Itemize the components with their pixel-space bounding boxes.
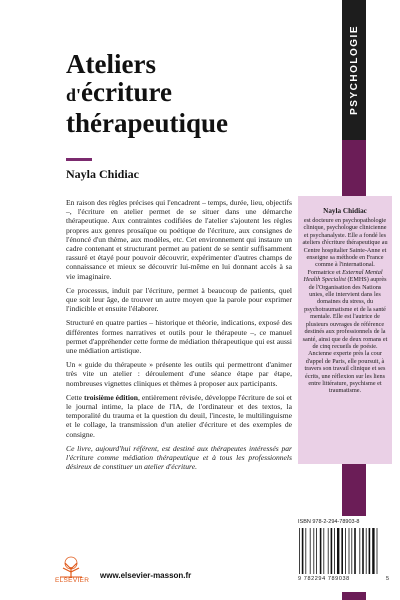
barcode-bar xyxy=(302,528,304,574)
paragraph-5 xyxy=(66,393,292,439)
barcode-bar xyxy=(345,528,346,574)
title-divider xyxy=(66,158,92,161)
author-name: Nayla Chidiac xyxy=(66,167,140,181)
barcode-bar xyxy=(320,528,322,574)
category-label-box xyxy=(342,0,366,140)
bio-text-start: est docteure en psychopathologie clinique, psychologue clinicienne et psychanalyste. Elle a fondé les ateliers d'écriture thérapeutique au Centre hospitalier Sainte-Anne et enseigne sa méthode en France comme à l'international. Formatrice et xyxy=(302,217,388,276)
paragraph-5-edition: troisième édition xyxy=(83,392,139,402)
back-cover-text xyxy=(66,198,292,476)
elsevier-tree-logo xyxy=(56,555,86,579)
barcode-bar xyxy=(323,528,324,574)
barcode-bar xyxy=(369,528,371,574)
bio-author-name: Nayla Chidiac xyxy=(323,207,367,215)
bio-text-italic: External Mental Health Specialist xyxy=(303,268,383,284)
publisher-name: ELSEVIER xyxy=(55,577,90,584)
barcode-bar xyxy=(313,528,314,574)
paragraph-5-end: , entièrement révisée, développe l'écriture de soi et le journal intime, la place de l'IA, de l'ordinateur et des textos, la temporalité du trauma et la question du deuil, l'inceste, le multilinguisme et le collage, la transmission d'un atelier d'écriture et des exemples de consigne. xyxy=(66,392,292,439)
publisher-url[interactable]: www.elsevier-masson.fr xyxy=(100,571,192,580)
title-line-2-main: écriture xyxy=(81,77,172,107)
barcode-digits: 9 782294 789038 xyxy=(298,576,350,582)
isbn-number: ISBN 978-2-294-78903-8 xyxy=(298,519,360,525)
category-label: PSYCHOLOGIE xyxy=(348,25,360,115)
barcode-bar xyxy=(299,528,300,574)
paragraph-1: En raison des règles précises qui l'encadrent – temps, durée, lieu, objectifs –, l'écriture en atelier permet de se situer dans une démarche thérapeutique. Aux contraintes codifiées de l'atelier s'ajoutent les règles propres aux genres prosaïque ou poétique de l'écriture, aux consignes de l'énoncé d'un thème, aux modèles, etc. Cet environnement qui instaure un cadre contenant et structurant permet au patient de se sentir suffisamment rassuré et étayé pour pouvoir découvrir, expérimenter d'autres champs de connaissance et mieux se découvrir lui-même en lui donnant accès à sa vie imaginaire. xyxy=(66,198,292,281)
title-line-3: thérapeutique xyxy=(66,108,228,138)
barcode-bar xyxy=(316,528,317,574)
paragraph-2: Ce processus, induit par l'écriture, permet à beaucoup de patients, quel que soit leur âge, de trouver un autre moyen que la parole pour exprimer l'indicible et ensuite l'élaborer. xyxy=(66,285,292,314)
title-line-2 xyxy=(66,78,228,109)
book-title xyxy=(66,50,228,137)
barcode xyxy=(298,528,380,574)
paragraph-4: Un « guide du thérapeute » présente les outils qui permettront d'animer très vite un atelier : déroulement d'une séance étape par étape, nombreuses vignettes cliniques et thèmes à proposer aux participants. xyxy=(66,360,292,388)
barcode-bar xyxy=(351,528,352,574)
title-line-1: Ateliers xyxy=(66,49,156,79)
barcode-bar xyxy=(366,528,367,574)
paragraph-6: Ce livre, aujourd'hui référent, est destiné aux thérapeutes intéressés par l'écriture comme médiation thérapeutique et à tous les professionnels désireux de constituer un atelier d'écriture. xyxy=(66,443,292,472)
barcode-bar xyxy=(334,528,335,574)
barcode-bar xyxy=(305,528,306,574)
barcode-bar xyxy=(337,528,339,574)
barcode-bar xyxy=(328,528,329,574)
barcode-bar xyxy=(341,528,343,574)
price-digit: 5 xyxy=(386,576,390,582)
title-line-2-prefix: d' xyxy=(66,85,82,105)
barcode-bar xyxy=(331,528,333,574)
barcode-bar xyxy=(349,528,350,574)
paragraph-5-start: Cette xyxy=(66,392,84,402)
barcode-bar xyxy=(310,528,311,574)
paragraph-3: Structuré en quatre parties – historique et théorie, indications, exposé des différentes formes narratives et outils pour le thérapeute –, ce manuel permet d'appréhender cette forme de médiation thérapeutique qui est aussi une médiation artistique. xyxy=(66,318,292,356)
barcode-bar xyxy=(372,528,374,574)
barcode-bar xyxy=(377,528,378,574)
barcode-bar xyxy=(362,528,364,574)
author-bio-text xyxy=(302,217,388,395)
barcode-bar xyxy=(354,528,356,574)
bio-text-end: (EMHS) auprès de l'Organisation des Nations unies, elle intervient dans les domaines du stress, du psychotraumatisme et de la santé mentale. Elle est l'autrice de plusieurs ouvrages de référence destinés aux professionnels de la santé, ainsi que de deux romans et de cinq recueils de poésie. Ancienne experte près la cour d'appel de Paris, elle poursuit, à travers son travail clinique et ses écrits, une réflexion sur les liens entre littérature, psychisme et traumatisme. xyxy=(302,276,388,395)
barcode-bar xyxy=(359,528,360,574)
